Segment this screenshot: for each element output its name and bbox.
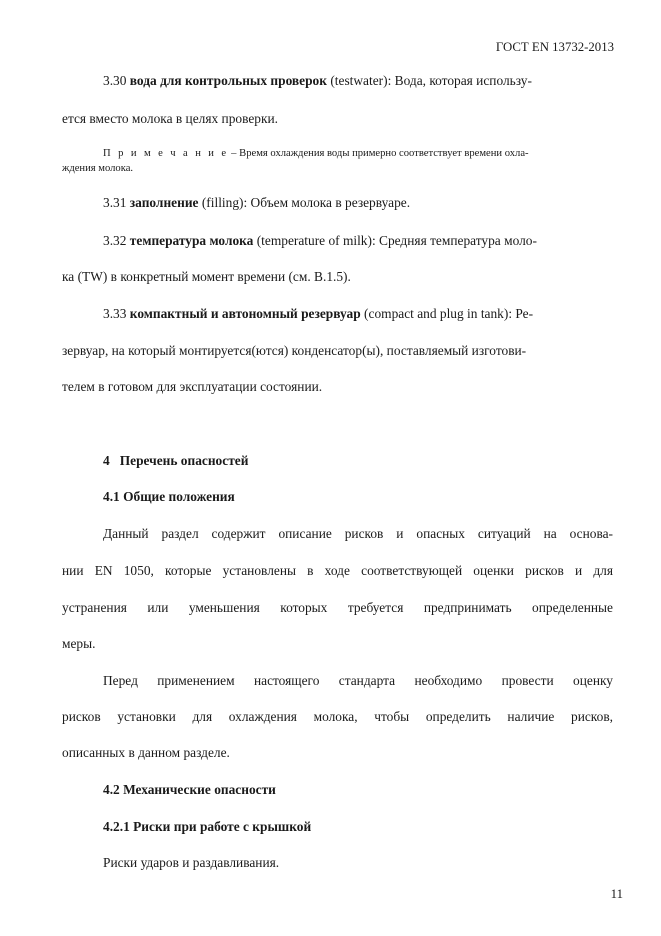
definition-3-30 <box>103 72 613 89</box>
paragraph-line: Перед применением настоящего стандарта необходимо провести оценку <box>103 673 613 688</box>
term-number: 3.30 <box>103 73 127 88</box>
note-text: – Время охлаждения воды примерно соответствует времени охла- <box>228 148 529 159</box>
paragraph-line: устранения или уменьшения которых требуется предпринимать определенные <box>62 600 613 615</box>
term-number: 3.33 <box>103 306 127 321</box>
term-number: 3.32 <box>103 233 127 248</box>
note-continuation: ждения молока. <box>62 163 134 174</box>
definition-3-33-continuation: зервуар, на который монтируется(ются) конденсатор(ы), поставляемый изготови- <box>62 343 527 358</box>
paragraph-line: меры. <box>62 636 96 651</box>
term-definition: (temperature of milk): Средняя температура моло- <box>253 233 537 248</box>
note-label: П р и м е ч а н и е <box>103 148 229 159</box>
term-definition: (testwater): Вода, которая использу- <box>326 73 532 88</box>
page-number: 11 <box>610 887 623 901</box>
definition-3-32-continuation: ка (TW) в конкретный момент времени (см. B.1.5). <box>62 269 351 284</box>
standard-number: ГОСТ EN 13732-2013 <box>495 40 614 54</box>
term-name: заполнение <box>129 195 199 210</box>
term-definition: (compact and plug in tank): Ре- <box>360 306 534 321</box>
term-name: температура молока <box>129 233 254 248</box>
subsection-heading: 4.2 Механические опасности <box>103 782 276 797</box>
term-name: компактный и автономный резервуар <box>129 306 361 321</box>
paragraph-line: Риски ударов и раздавливания. <box>103 855 280 870</box>
term-name: вода для контрольных проверок <box>129 73 327 88</box>
paragraph-line: Данный раздел содержит описание рисков и опасных ситуаций на основа- <box>103 526 613 541</box>
definition-3-33-continuation: телем в готовом для эксплуатации состоянии. <box>62 379 323 394</box>
term-number: 3.31 <box>103 195 127 210</box>
section-heading: 4 Перечень опасностей <box>103 453 249 468</box>
paragraph-line: нии EN 1050, которые установлены в ходе соответствующей оценки рисков и для <box>62 563 613 578</box>
paragraph-line: рисков установки для охлаждения молока, чтобы определить наличие рисков, <box>62 709 613 724</box>
paragraph-line: описанных в данном разделе. <box>62 745 230 760</box>
term-definition: (filling): Объем молока в резервуаре. <box>198 195 411 210</box>
subsection-heading: 4.1 Общие положения <box>103 489 235 504</box>
definition-3-33 <box>103 305 613 322</box>
subsection-heading: 4.2.1 Риски при работе с крышкой <box>103 819 312 834</box>
note <box>103 147 613 160</box>
definition-3-30-continuation: ется вместо молока в целях проверки. <box>62 111 279 126</box>
definition-3-32 <box>103 232 613 249</box>
definition-3-31 <box>103 194 613 211</box>
